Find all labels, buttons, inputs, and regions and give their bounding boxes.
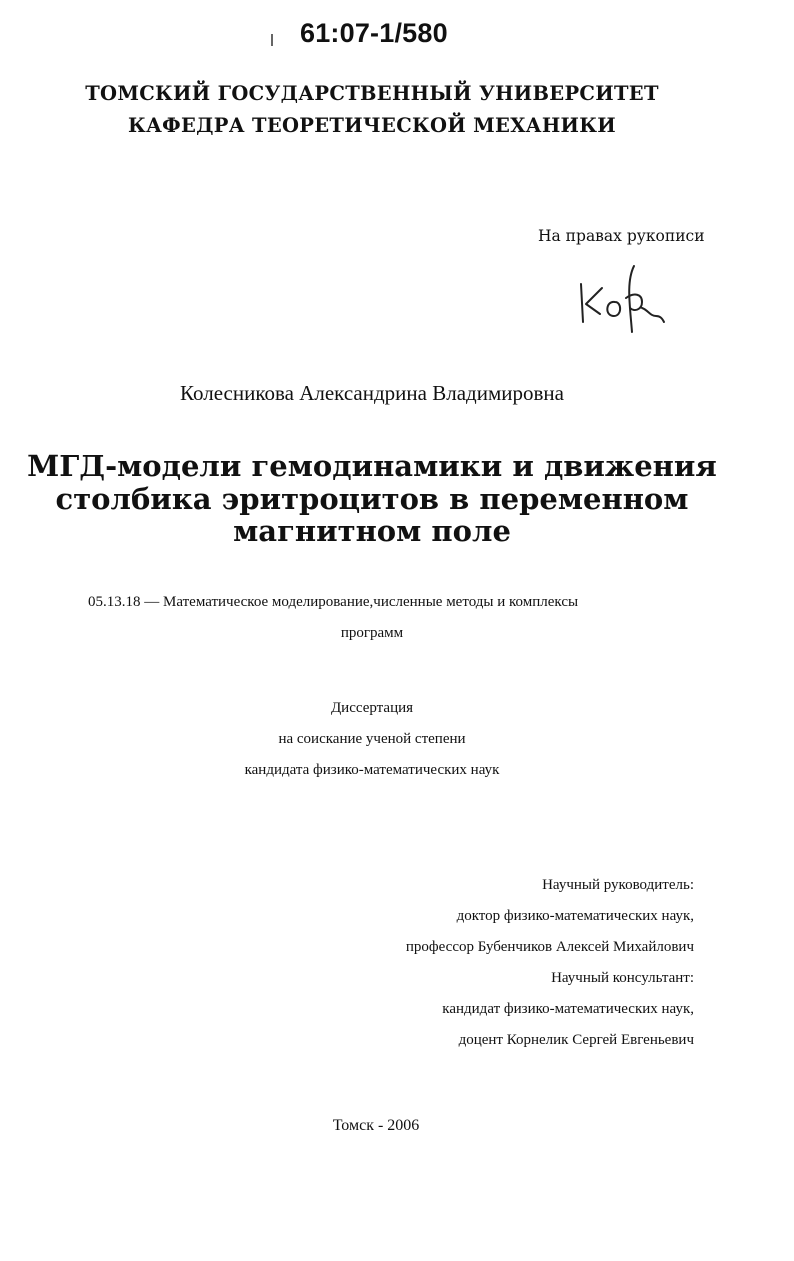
dissertation-line-2: на соискание ученой степени: [278, 731, 466, 747]
handwritten-signature: [572, 258, 672, 338]
dissertation-line-3: кандидата физико-математических наук: [244, 762, 500, 778]
scan-mark: [271, 34, 273, 46]
supervisor-degree: доктор физико-математических наук,: [456, 908, 694, 924]
department-name: КАФЕДРА ТЕОРЕТИЧЕСКОЙ МЕХАНИКИ: [127, 114, 617, 137]
author-name: Колесникова Александрина Владимировна: [180, 381, 564, 405]
title-line-3: магнитном поле: [233, 514, 511, 548]
library-stamp: 61:07-1/580: [300, 18, 448, 48]
consultant-name: доцент Корнелик Сергей Евгеньевич: [458, 1032, 694, 1048]
consultant-heading: Научный консультант:: [551, 970, 694, 986]
supervisor-heading: Научный руководитель:: [542, 877, 694, 893]
dissertation-line-1: Диссертация: [330, 700, 414, 716]
consultant-degree: кандидат физико-математических наук,: [442, 1001, 694, 1017]
title-line-1: МГД-модели гемодинамики и движения: [27, 449, 717, 483]
specialty-line-1: 05.13.18 — Математическое моделирование,численные методы и комплексы: [88, 594, 579, 610]
place-and-year: Томск - 2006: [332, 1117, 420, 1134]
university-name: ТОМСКИЙ ГОСУДАРСТВЕННЫЙ УНИВЕРСИТЕТ: [85, 82, 659, 105]
title-line-2: столбика эритроцитов в переменном: [55, 482, 689, 516]
specialty-line-2: программ: [340, 625, 404, 641]
rights-note: На правах рукописи: [538, 227, 705, 245]
supervisor-name: профессор Бубенчиков Алексей Михайлович: [405, 939, 694, 955]
